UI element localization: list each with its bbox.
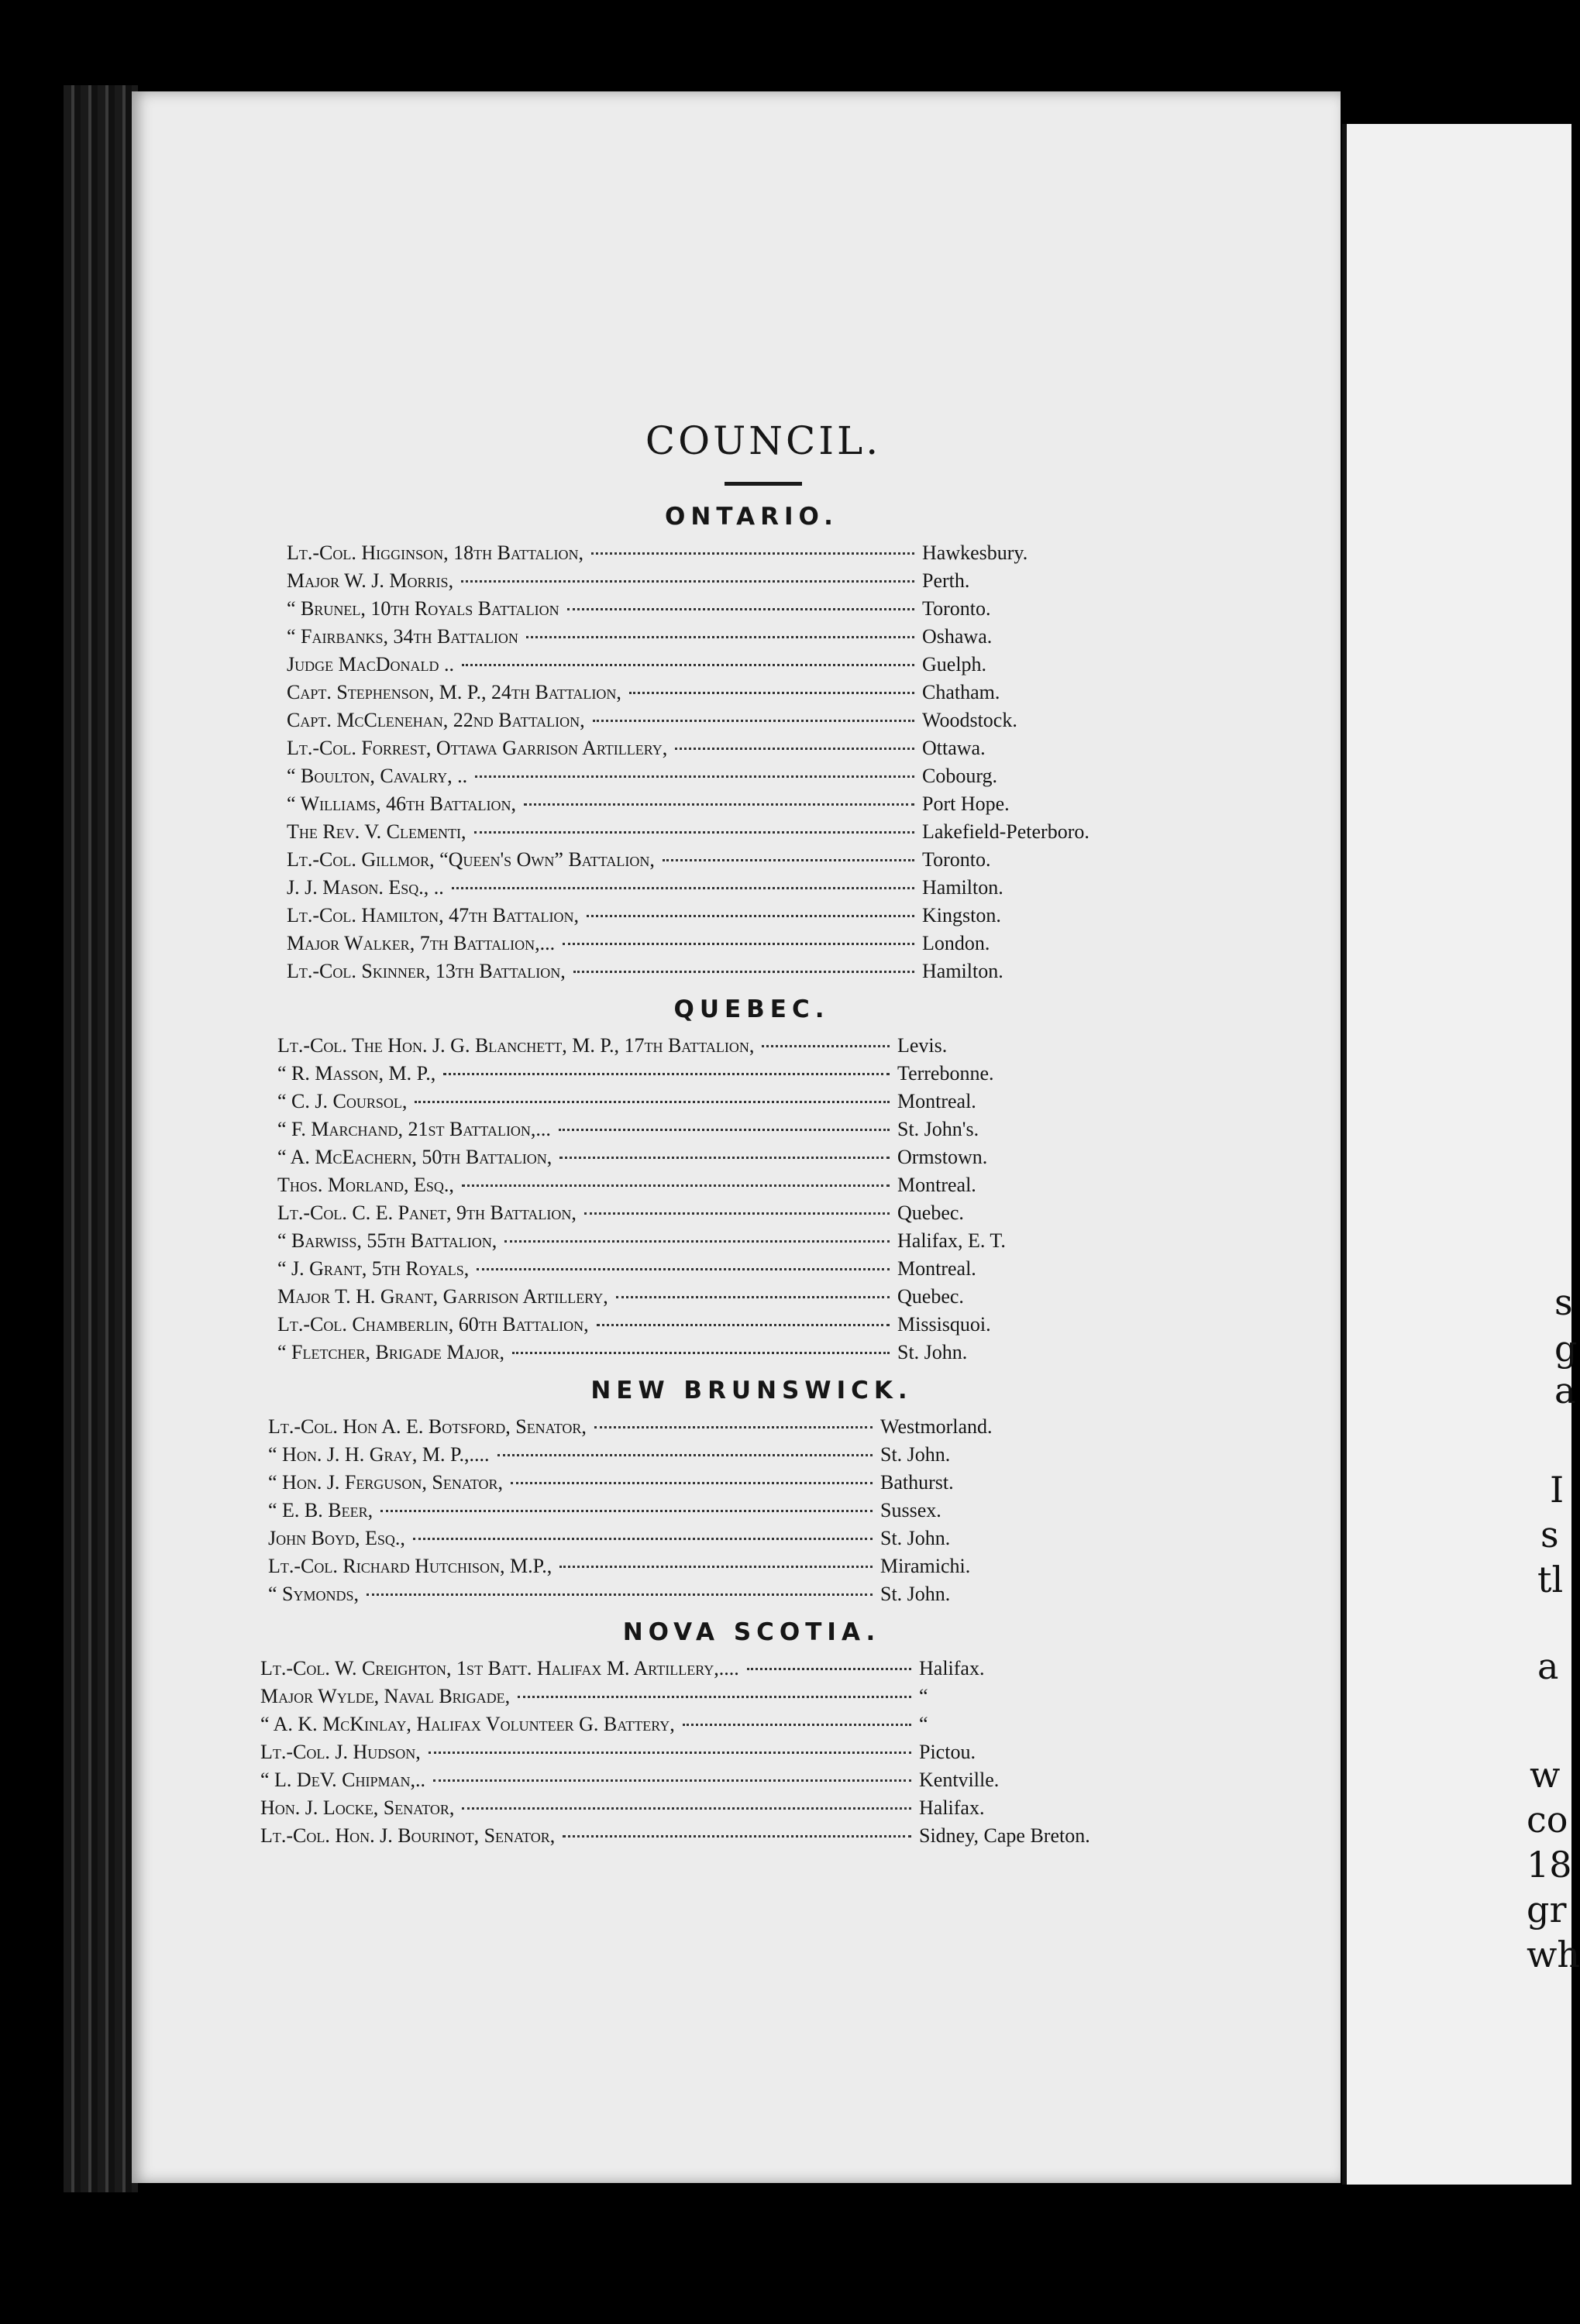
council-entry — [277, 1034, 1107, 1062]
dot-leader — [675, 748, 914, 750]
member-name: Lt.-Col. Hon. J. Bourinot, Senator, — [260, 1824, 556, 1847]
member-place: Sidney, Cape Breton. — [919, 1824, 1090, 1847]
right-page-fragment: s — [1554, 1281, 1573, 1323]
dot-leader — [573, 971, 914, 973]
council-entry — [277, 1313, 1107, 1341]
dot-leader — [474, 831, 915, 834]
member-name: “ Boulton, Cavalry, .. — [287, 765, 468, 787]
council-entry — [287, 765, 1131, 792]
member-place: Pictou. — [919, 1741, 976, 1763]
member-name: Lt.-Col. Higginson, 18th Battalion, — [287, 541, 584, 564]
member-name: “ Fairbanks, 34th Battalion — [287, 625, 518, 648]
dot-leader — [462, 1184, 890, 1187]
member-name: Lt.-Col. Gillmor, “Queen's Own” Battalion, — [287, 848, 655, 871]
member-place: Missisquoi. — [897, 1313, 991, 1336]
council-entry — [287, 904, 1131, 932]
council-entry — [260, 1796, 1128, 1824]
dot-leader — [433, 1779, 911, 1782]
council-entry — [268, 1471, 1089, 1499]
dot-leader — [629, 692, 914, 694]
council-entry — [277, 1118, 1107, 1146]
section-nova-scotia — [260, 1618, 1217, 1852]
member-place: Bathurst. — [880, 1471, 954, 1494]
section-heading: NEW BRUNSWICK. — [590, 1377, 913, 1404]
council-entry — [287, 681, 1131, 709]
dot-leader — [567, 608, 914, 610]
dot-leader — [559, 1566, 873, 1568]
council-entry — [287, 625, 1131, 653]
dot-leader — [526, 636, 914, 638]
council-entry — [268, 1499, 1089, 1527]
member-place: Lakefield-Peterboro. — [922, 820, 1089, 843]
member-place: Westmorland. — [880, 1415, 993, 1438]
dot-leader — [563, 943, 914, 945]
dot-leader — [477, 1268, 890, 1270]
member-place: St. John. — [897, 1341, 968, 1363]
member-place: Cobourg. — [922, 765, 998, 787]
right-page-fragment: wh — [1527, 1934, 1580, 1975]
member-place: Terrebonne. — [897, 1062, 994, 1085]
member-name: Lt.-Col. W. Creighton, 1st Batt. Halifax M. Artillery,.... — [260, 1657, 739, 1679]
council-entry — [277, 1257, 1107, 1285]
member-place: Hamilton. — [922, 960, 1003, 982]
title-rule — [725, 482, 802, 486]
dot-leader — [762, 1045, 890, 1047]
dot-leader — [462, 1807, 911, 1810]
dot-leader — [461, 580, 914, 583]
member-place: Ormstown. — [897, 1146, 988, 1168]
council-entry — [277, 1341, 1107, 1369]
council-entry — [260, 1713, 1128, 1741]
council-entry — [287, 737, 1131, 765]
member-name: “ E. B. Beer, — [268, 1499, 373, 1521]
member-name: “ Brunel, 10th Royals Battalion — [287, 597, 559, 620]
council-entry — [287, 960, 1131, 988]
dot-leader — [504, 1240, 890, 1243]
council-entry — [277, 1202, 1107, 1229]
section-heading: NOVA SCOTIA. — [622, 1618, 881, 1646]
member-place: St. John. — [880, 1583, 951, 1605]
right-page-fragment: gr — [1527, 1889, 1567, 1930]
council-entry — [268, 1555, 1089, 1583]
member-place: Guelph. — [922, 653, 987, 676]
member-place: London. — [922, 932, 990, 954]
dot-leader — [597, 1324, 890, 1326]
dot-leader — [429, 1752, 911, 1754]
dot-leader — [380, 1510, 873, 1512]
council-entry — [287, 792, 1131, 820]
member-place: St. John. — [880, 1527, 951, 1549]
member-place: Chatham. — [922, 681, 1000, 703]
council-entry — [268, 1583, 1089, 1611]
member-name: “ A. McEachern, 50th Battalion, — [277, 1146, 552, 1168]
right-page-fragment: co — [1527, 1799, 1568, 1841]
council-entry — [287, 709, 1131, 737]
dot-leader — [563, 1835, 911, 1838]
dot-leader — [443, 1073, 890, 1075]
member-name: “ J. Grant, 5th Royals, — [277, 1257, 470, 1280]
dot-leader — [587, 915, 914, 917]
member-place: Kentville. — [919, 1769, 1000, 1791]
member-name: “ R. Masson, M. P., — [277, 1062, 436, 1085]
member-name: Major Wylde, Naval Brigade, — [260, 1685, 511, 1707]
member-name: Major Walker, 7th Battalion,... — [287, 932, 556, 954]
council-entry — [287, 848, 1131, 876]
council-entry — [268, 1527, 1089, 1555]
member-name: Major W. J. Morris, — [287, 569, 454, 592]
member-name: Hon. J. Locke, Senator, — [260, 1796, 455, 1819]
member-name: “ F. Marchand, 21st Battalion,... — [277, 1118, 551, 1140]
member-name: J. J. Mason. Esq., .. — [287, 876, 444, 899]
member-place: St. John's. — [897, 1118, 979, 1140]
council-entry — [287, 541, 1131, 569]
member-place: Halifax, E. T. — [897, 1229, 1006, 1252]
section-ontario — [287, 503, 1217, 988]
member-name: Lt.-Col. J. Hudson, — [260, 1741, 421, 1763]
right-page — [1342, 124, 1580, 2185]
right-page-fragment: I — [1550, 1469, 1565, 1511]
member-place: Port Hope. — [922, 792, 1010, 815]
dot-leader — [497, 1454, 873, 1456]
council-entry — [287, 932, 1131, 960]
dot-leader — [413, 1538, 873, 1540]
dot-leader — [683, 1724, 911, 1726]
page-title: COUNCIL. — [645, 418, 882, 463]
council-entry — [277, 1285, 1107, 1313]
member-place: Ottawa. — [922, 737, 986, 759]
council-entry — [287, 569, 1131, 597]
member-name: The Rev. V. Clementi, — [287, 820, 466, 843]
dot-leader — [512, 1352, 890, 1354]
council-entry — [260, 1824, 1128, 1852]
council-entry — [277, 1146, 1107, 1174]
right-page-fragment: a — [1537, 1645, 1559, 1687]
member-place: Sussex. — [880, 1499, 941, 1521]
member-name: Major T. H. Grant, Garrison Artillery, — [277, 1285, 608, 1308]
right-page-fragment: s — [1540, 1514, 1559, 1556]
member-name: Lt.-Col. Hon A. E. Botsford, Senator, — [268, 1415, 587, 1438]
dot-leader — [415, 1101, 890, 1103]
dot-leader — [593, 720, 914, 722]
dot-leader — [367, 1593, 873, 1596]
member-name: “ C. J. Coursol, — [277, 1090, 408, 1112]
council-entry — [260, 1741, 1128, 1769]
member-name: “ Barwiss, 55th Battalion, — [277, 1229, 497, 1252]
council-entry — [277, 1174, 1107, 1202]
council-list — [260, 418, 1217, 1852]
member-name: Lt.-Col. Richard Hutchison, M.P., — [268, 1555, 552, 1577]
right-page-fragment: a — [1554, 1370, 1576, 1411]
council-entry — [260, 1657, 1128, 1685]
member-place: Montreal. — [897, 1257, 976, 1280]
dot-leader — [511, 1482, 873, 1484]
council-entry — [268, 1415, 1089, 1443]
member-name: Lt.-Col. The Hon. J. G. Blanchett, M. P., 17th Battalion, — [277, 1034, 755, 1057]
member-place: “ — [919, 1685, 928, 1707]
dot-leader — [518, 1696, 911, 1698]
council-entry — [277, 1090, 1107, 1118]
dot-leader — [747, 1668, 911, 1670]
member-place: Toronto. — [922, 597, 991, 620]
member-place: St. John. — [880, 1443, 951, 1466]
member-name: “ L. DeV. Chipman,.. — [260, 1769, 425, 1791]
right-page-fragment: w — [1530, 1754, 1561, 1796]
member-name: Lt.-Col. Skinner, 13th Battalion, — [287, 960, 566, 982]
member-name: “ Symonds, — [268, 1583, 360, 1605]
member-place: Hamilton. — [922, 876, 1003, 899]
member-place: Hawkesbury. — [922, 541, 1028, 564]
dot-leader — [462, 664, 914, 666]
member-name: Lt.-Col. Forrest, Ottawa Garrison Artillery, — [287, 737, 668, 759]
member-place: Levis. — [897, 1034, 948, 1057]
council-entry — [287, 876, 1131, 904]
member-place: Quebec. — [897, 1285, 964, 1308]
dot-leader — [591, 552, 914, 555]
member-name: John Boyd, Esq., — [268, 1527, 405, 1549]
dot-leader — [475, 775, 914, 778]
member-place: Kingston. — [922, 904, 1001, 927]
member-name: “ A. K. McKinlay, Halifax Volunteer G. Battery, — [260, 1713, 675, 1735]
section-heading: QUEBEC. — [673, 995, 830, 1023]
dot-leader — [663, 859, 914, 861]
council-entry — [287, 653, 1131, 681]
dot-leader — [452, 887, 914, 889]
member-name: “ Hon. J. Ferguson, Senator, — [268, 1471, 504, 1494]
member-place: “ — [919, 1713, 928, 1735]
member-name: Lt.-Col. Hamilton, 47th Battalion, — [287, 904, 580, 927]
member-name: Judge MacDonald .. — [287, 653, 455, 676]
dot-leader — [616, 1296, 890, 1298]
right-page-fragment: tl — [1537, 1559, 1564, 1600]
member-name: “ Fletcher, Brigade Major, — [277, 1341, 504, 1363]
member-name: Capt. Stephenson, M. P., 24th Battalion, — [287, 681, 621, 703]
member-place: Toronto. — [922, 848, 991, 871]
dot-leader — [559, 1157, 890, 1159]
member-place: Halifax. — [919, 1657, 985, 1679]
dot-leader — [559, 1129, 890, 1131]
section-new-brunswick — [268, 1377, 1217, 1611]
member-name: Thos. Morland, Esq., — [277, 1174, 454, 1196]
dot-leader — [524, 803, 914, 806]
section-heading: ONTARIO. — [665, 503, 838, 531]
council-entry — [277, 1062, 1107, 1090]
dot-leader — [584, 1212, 890, 1215]
member-place: Montreal. — [897, 1174, 976, 1196]
section-quebec — [277, 995, 1217, 1369]
dot-leader — [594, 1426, 873, 1428]
council-entry — [287, 597, 1131, 625]
member-name: “ Williams, 46th Battalion, — [287, 792, 516, 815]
member-place: Quebec. — [897, 1202, 964, 1224]
right-page-fragment: g — [1554, 1328, 1578, 1370]
council-entry — [287, 820, 1131, 848]
council-entry — [277, 1229, 1107, 1257]
council-entry — [268, 1443, 1089, 1471]
member-name: Capt. McClenehan, 22nd Battalion, — [287, 709, 585, 731]
member-name: Lt.-Col. C. E. Panet, 9th Battalion, — [277, 1202, 577, 1224]
council-entry — [260, 1685, 1128, 1713]
member-place: Oshawa. — [922, 625, 993, 648]
member-place: Woodstock. — [922, 709, 1017, 731]
member-place: Montreal. — [897, 1090, 976, 1112]
member-place: Perth. — [922, 569, 970, 592]
book-spine — [64, 85, 138, 2192]
right-page-fragment: 18 — [1527, 1844, 1572, 1886]
member-name: “ Hon. J. H. Gray, M. P.,.... — [268, 1443, 490, 1466]
member-name: Lt.-Col. Chamberlin, 60th Battalion, — [277, 1313, 589, 1336]
council-entry — [260, 1769, 1128, 1796]
member-place: Halifax. — [919, 1796, 985, 1819]
member-place: Miramichi. — [880, 1555, 971, 1577]
